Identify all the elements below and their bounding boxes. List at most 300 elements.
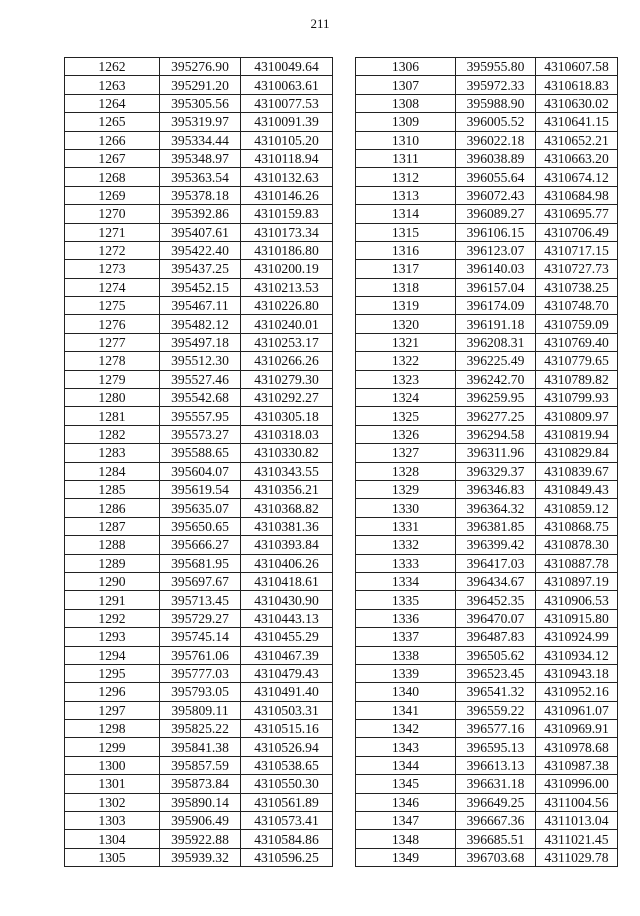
point-number-cell: 1298 [65, 720, 160, 738]
point-number-cell: 1347 [356, 812, 456, 830]
point-number-cell: 1281 [65, 407, 160, 425]
table-row [65, 701, 333, 719]
y-coordinate-cell: 4310240.01 [241, 315, 333, 333]
x-coordinate-cell: 395635.07 [160, 499, 241, 517]
y-coordinate-cell: 4310091.39 [241, 113, 333, 131]
point-number-cell: 1304 [65, 830, 160, 848]
x-coordinate-cell: 396595.13 [456, 738, 536, 756]
x-coordinate-cell: 396577.16 [456, 720, 536, 738]
x-coordinate-cell: 396649.25 [456, 793, 536, 811]
table-row [65, 609, 333, 627]
table-row [65, 517, 333, 535]
table-row [356, 499, 618, 517]
x-coordinate-cell: 395422.40 [160, 241, 241, 259]
y-coordinate-cell: 4310479.43 [241, 664, 333, 682]
point-number-cell: 1345 [356, 775, 456, 793]
y-coordinate-cell: 4310897.19 [536, 572, 618, 590]
table-row [65, 370, 333, 388]
coordinates-table-left [64, 57, 333, 867]
table-row [356, 186, 618, 204]
table-row [356, 315, 618, 333]
y-coordinate-cell: 4310915.80 [536, 609, 618, 627]
table-row [65, 554, 333, 572]
point-number-cell: 1346 [356, 793, 456, 811]
y-coordinate-cell: 4310924.99 [536, 628, 618, 646]
point-number-cell: 1267 [65, 149, 160, 167]
y-coordinate-cell: 4310491.40 [241, 683, 333, 701]
table-row [65, 260, 333, 278]
y-coordinate-cell: 4310305.18 [241, 407, 333, 425]
y-coordinate-cell: 4310253.17 [241, 333, 333, 351]
point-number-cell: 1329 [356, 480, 456, 498]
point-number-cell: 1293 [65, 628, 160, 646]
y-coordinate-cell: 4310738.25 [536, 278, 618, 296]
table-row [356, 848, 618, 866]
point-number-cell: 1288 [65, 536, 160, 554]
y-coordinate-cell: 4310538.65 [241, 756, 333, 774]
x-coordinate-cell: 395922.88 [160, 830, 241, 848]
y-coordinate-cell: 4310607.58 [536, 58, 618, 76]
y-coordinate-cell: 4310663.20 [536, 149, 618, 167]
point-number-cell: 1284 [65, 462, 160, 480]
point-number-cell: 1318 [356, 278, 456, 296]
point-number-cell: 1317 [356, 260, 456, 278]
x-coordinate-cell: 396541.32 [456, 683, 536, 701]
point-number-cell: 1263 [65, 76, 160, 94]
point-number-cell: 1311 [356, 149, 456, 167]
point-number-cell: 1275 [65, 297, 160, 315]
table-row [65, 94, 333, 112]
y-coordinate-cell: 4310063.61 [241, 76, 333, 94]
point-number-cell: 1265 [65, 113, 160, 131]
table-row [65, 333, 333, 351]
table-row [356, 241, 618, 259]
point-number-cell: 1264 [65, 94, 160, 112]
y-coordinate-cell: 4310887.78 [536, 554, 618, 572]
x-coordinate-cell: 396294.58 [456, 425, 536, 443]
table-row [356, 720, 618, 738]
x-coordinate-cell: 396191.18 [456, 315, 536, 333]
y-coordinate-cell: 4310132.63 [241, 168, 333, 186]
x-coordinate-cell: 395378.18 [160, 186, 241, 204]
x-coordinate-cell: 396487.83 [456, 628, 536, 646]
point-number-cell: 1287 [65, 517, 160, 535]
table-row [65, 149, 333, 167]
table-row [65, 738, 333, 756]
table-row [356, 131, 618, 149]
point-number-cell: 1286 [65, 499, 160, 517]
x-coordinate-cell: 396259.95 [456, 389, 536, 407]
y-coordinate-cell: 4310550.30 [241, 775, 333, 793]
y-coordinate-cell: 4310443.13 [241, 609, 333, 627]
point-number-cell: 1340 [356, 683, 456, 701]
table-row [65, 775, 333, 793]
table-row [65, 168, 333, 186]
y-coordinate-cell: 4310561.89 [241, 793, 333, 811]
point-number-cell: 1324 [356, 389, 456, 407]
x-coordinate-cell: 395291.20 [160, 76, 241, 94]
y-coordinate-cell: 4310368.82 [241, 499, 333, 517]
table-row [65, 76, 333, 94]
point-number-cell: 1319 [356, 297, 456, 315]
x-coordinate-cell: 395825.22 [160, 720, 241, 738]
y-coordinate-cell: 4310503.31 [241, 701, 333, 719]
y-coordinate-cell: 4310849.43 [536, 480, 618, 498]
y-coordinate-cell: 4310584.86 [241, 830, 333, 848]
table-row [65, 830, 333, 848]
point-number-cell: 1271 [65, 223, 160, 241]
point-number-cell: 1274 [65, 278, 160, 296]
point-number-cell: 1270 [65, 205, 160, 223]
x-coordinate-cell: 395542.68 [160, 389, 241, 407]
point-number-cell: 1338 [356, 646, 456, 664]
y-coordinate-cell: 4311029.78 [536, 848, 618, 866]
table-row [356, 517, 618, 535]
table-row [65, 756, 333, 774]
point-number-cell: 1302 [65, 793, 160, 811]
y-coordinate-cell: 4310455.29 [241, 628, 333, 646]
point-number-cell: 1321 [356, 333, 456, 351]
table-row [65, 683, 333, 701]
x-coordinate-cell: 395334.44 [160, 131, 241, 149]
point-number-cell: 1276 [65, 315, 160, 333]
table-row [356, 205, 618, 223]
point-number-cell: 1343 [356, 738, 456, 756]
y-coordinate-cell: 4310878.30 [536, 536, 618, 554]
y-coordinate-cell: 4310934.12 [536, 646, 618, 664]
table-row [356, 278, 618, 296]
y-coordinate-cell: 4311013.04 [536, 812, 618, 830]
x-coordinate-cell: 396434.67 [456, 572, 536, 590]
point-number-cell: 1297 [65, 701, 160, 719]
point-number-cell: 1294 [65, 646, 160, 664]
point-number-cell: 1314 [356, 205, 456, 223]
point-number-cell: 1283 [65, 444, 160, 462]
point-number-cell: 1326 [356, 425, 456, 443]
point-number-cell: 1273 [65, 260, 160, 278]
point-number-cell: 1307 [356, 76, 456, 94]
y-coordinate-cell: 4310213.53 [241, 278, 333, 296]
x-coordinate-cell: 395761.06 [160, 646, 241, 664]
point-number-cell: 1330 [356, 499, 456, 517]
y-coordinate-cell: 4310859.12 [536, 499, 618, 517]
x-coordinate-cell: 395573.27 [160, 425, 241, 443]
y-coordinate-cell: 4310049.64 [241, 58, 333, 76]
table-row [65, 664, 333, 682]
table-row [356, 664, 618, 682]
x-coordinate-cell: 396225.49 [456, 352, 536, 370]
y-coordinate-cell: 4310573.41 [241, 812, 333, 830]
y-coordinate-cell: 4310868.75 [536, 517, 618, 535]
table-row [65, 425, 333, 443]
y-coordinate-cell: 4310515.16 [241, 720, 333, 738]
y-coordinate-cell: 4310779.65 [536, 352, 618, 370]
point-number-cell: 1335 [356, 591, 456, 609]
x-coordinate-cell: 395467.11 [160, 297, 241, 315]
table-row [65, 536, 333, 554]
x-coordinate-cell: 396329.37 [456, 462, 536, 480]
point-number-cell: 1272 [65, 241, 160, 259]
table-row [356, 812, 618, 830]
x-coordinate-cell: 396452.35 [456, 591, 536, 609]
y-coordinate-cell: 4310118.94 [241, 149, 333, 167]
x-coordinate-cell: 396089.27 [456, 205, 536, 223]
x-coordinate-cell: 395666.27 [160, 536, 241, 554]
x-coordinate-cell: 395650.65 [160, 517, 241, 535]
table-row [356, 554, 618, 572]
x-coordinate-cell: 396364.32 [456, 499, 536, 517]
y-coordinate-cell: 4310630.02 [536, 94, 618, 112]
point-number-cell: 1305 [65, 848, 160, 866]
x-coordinate-cell: 396038.89 [456, 149, 536, 167]
x-coordinate-cell: 395841.38 [160, 738, 241, 756]
x-coordinate-cell: 395319.97 [160, 113, 241, 131]
y-coordinate-cell: 4310526.94 [241, 738, 333, 756]
x-coordinate-cell: 396470.07 [456, 609, 536, 627]
table-row [356, 352, 618, 370]
table-row [65, 352, 333, 370]
point-number-cell: 1308 [356, 94, 456, 112]
y-coordinate-cell: 4310748.70 [536, 297, 618, 315]
x-coordinate-cell: 396277.25 [456, 407, 536, 425]
x-coordinate-cell: 396123.07 [456, 241, 536, 259]
y-coordinate-cell: 4310418.61 [241, 572, 333, 590]
point-number-cell: 1316 [356, 241, 456, 259]
y-coordinate-cell: 4310961.07 [536, 701, 618, 719]
x-coordinate-cell: 395482.12 [160, 315, 241, 333]
x-coordinate-cell: 395497.18 [160, 333, 241, 351]
y-coordinate-cell: 4311004.56 [536, 793, 618, 811]
point-number-cell: 1277 [65, 333, 160, 351]
point-number-cell: 1315 [356, 223, 456, 241]
x-coordinate-cell: 395713.45 [160, 591, 241, 609]
point-number-cell: 1312 [356, 168, 456, 186]
y-coordinate-cell: 4310695.77 [536, 205, 618, 223]
y-coordinate-cell: 4310406.26 [241, 554, 333, 572]
point-number-cell: 1301 [65, 775, 160, 793]
x-coordinate-cell: 396242.70 [456, 370, 536, 388]
table-row [65, 462, 333, 480]
point-number-cell: 1342 [356, 720, 456, 738]
x-coordinate-cell: 395681.95 [160, 554, 241, 572]
table-row [65, 646, 333, 664]
point-number-cell: 1349 [356, 848, 456, 866]
y-coordinate-cell: 4310200.19 [241, 260, 333, 278]
table-row [65, 223, 333, 241]
table-row [356, 775, 618, 793]
table-row [356, 58, 618, 76]
x-coordinate-cell: 396667.36 [456, 812, 536, 830]
table-body [65, 58, 333, 867]
table-row [65, 186, 333, 204]
x-coordinate-cell: 395392.86 [160, 205, 241, 223]
y-coordinate-cell: 4310652.21 [536, 131, 618, 149]
y-coordinate-cell: 4310343.55 [241, 462, 333, 480]
point-number-cell: 1341 [356, 701, 456, 719]
y-coordinate-cell: 4310819.94 [536, 425, 618, 443]
y-coordinate-cell: 4310987.38 [536, 756, 618, 774]
point-number-cell: 1337 [356, 628, 456, 646]
table-row [356, 572, 618, 590]
y-coordinate-cell: 4311021.45 [536, 830, 618, 848]
x-coordinate-cell: 395793.05 [160, 683, 241, 701]
y-coordinate-cell: 4310381.36 [241, 517, 333, 535]
table-row [65, 848, 333, 866]
y-coordinate-cell: 4310173.34 [241, 223, 333, 241]
y-coordinate-cell: 4310292.27 [241, 389, 333, 407]
table-row [65, 499, 333, 517]
table-row [356, 756, 618, 774]
y-coordinate-cell: 4310809.97 [536, 407, 618, 425]
table-row [356, 683, 618, 701]
y-coordinate-cell: 4310839.67 [536, 462, 618, 480]
table-row [356, 462, 618, 480]
x-coordinate-cell: 396022.18 [456, 131, 536, 149]
point-number-cell: 1328 [356, 462, 456, 480]
x-coordinate-cell: 396157.04 [456, 278, 536, 296]
x-coordinate-cell: 396381.85 [456, 517, 536, 535]
x-coordinate-cell: 395890.14 [160, 793, 241, 811]
point-number-cell: 1331 [356, 517, 456, 535]
table-row [356, 389, 618, 407]
x-coordinate-cell: 396055.64 [456, 168, 536, 186]
y-coordinate-cell: 4310759.09 [536, 315, 618, 333]
table-row [65, 480, 333, 498]
x-coordinate-cell: 395697.67 [160, 572, 241, 590]
point-number-cell: 1310 [356, 131, 456, 149]
table-row [356, 260, 618, 278]
table-row [65, 793, 333, 811]
y-coordinate-cell: 4310978.68 [536, 738, 618, 756]
table-row [356, 830, 618, 848]
x-coordinate-cell: 395527.46 [160, 370, 241, 388]
x-coordinate-cell: 395588.65 [160, 444, 241, 462]
x-coordinate-cell: 395873.84 [160, 775, 241, 793]
y-coordinate-cell: 4310279.30 [241, 370, 333, 388]
x-coordinate-cell: 396559.22 [456, 701, 536, 719]
x-coordinate-cell: 395348.97 [160, 149, 241, 167]
y-coordinate-cell: 4310159.83 [241, 205, 333, 223]
x-coordinate-cell: 395939.32 [160, 848, 241, 866]
point-number-cell: 1348 [356, 830, 456, 848]
point-number-cell: 1303 [65, 812, 160, 830]
x-coordinate-cell: 395955.80 [456, 58, 536, 76]
y-coordinate-cell: 4310330.82 [241, 444, 333, 462]
y-coordinate-cell: 4310077.53 [241, 94, 333, 112]
x-coordinate-cell: 396505.62 [456, 646, 536, 664]
table-row [356, 701, 618, 719]
table-row [65, 278, 333, 296]
x-coordinate-cell: 395857.59 [160, 756, 241, 774]
y-coordinate-cell: 4310952.16 [536, 683, 618, 701]
table-row [65, 131, 333, 149]
table-row [65, 407, 333, 425]
x-coordinate-cell: 395407.61 [160, 223, 241, 241]
x-coordinate-cell: 396311.96 [456, 444, 536, 462]
x-coordinate-cell: 395906.49 [160, 812, 241, 830]
x-coordinate-cell: 396703.68 [456, 848, 536, 866]
point-number-cell: 1291 [65, 591, 160, 609]
table-row [356, 480, 618, 498]
table-row [65, 297, 333, 315]
x-coordinate-cell: 396106.15 [456, 223, 536, 241]
point-number-cell: 1290 [65, 572, 160, 590]
x-coordinate-cell: 396072.43 [456, 186, 536, 204]
table-row [356, 168, 618, 186]
table-row [356, 591, 618, 609]
table-row [65, 572, 333, 590]
table-row [65, 389, 333, 407]
x-coordinate-cell: 396346.83 [456, 480, 536, 498]
table-row [356, 370, 618, 388]
table-row [356, 609, 618, 627]
y-coordinate-cell: 4310430.90 [241, 591, 333, 609]
y-coordinate-cell: 4310829.84 [536, 444, 618, 462]
y-coordinate-cell: 4310906.53 [536, 591, 618, 609]
x-coordinate-cell: 396613.13 [456, 756, 536, 774]
table-row [65, 628, 333, 646]
table-row [356, 76, 618, 94]
x-coordinate-cell: 395363.54 [160, 168, 241, 186]
y-coordinate-cell: 4310186.80 [241, 241, 333, 259]
table-row [356, 113, 618, 131]
x-coordinate-cell: 395276.90 [160, 58, 241, 76]
y-coordinate-cell: 4310618.83 [536, 76, 618, 94]
point-number-cell: 1309 [356, 113, 456, 131]
table-row [65, 113, 333, 131]
x-coordinate-cell: 395809.11 [160, 701, 241, 719]
y-coordinate-cell: 4310969.91 [536, 720, 618, 738]
table-row [356, 793, 618, 811]
x-coordinate-cell: 395745.14 [160, 628, 241, 646]
y-coordinate-cell: 4310356.21 [241, 480, 333, 498]
x-coordinate-cell: 395604.07 [160, 462, 241, 480]
point-number-cell: 1333 [356, 554, 456, 572]
point-number-cell: 1285 [65, 480, 160, 498]
x-coordinate-cell: 395619.54 [160, 480, 241, 498]
table-row [65, 444, 333, 462]
table-row [65, 205, 333, 223]
y-coordinate-cell: 4310789.82 [536, 370, 618, 388]
table-row [65, 241, 333, 259]
point-number-cell: 1269 [65, 186, 160, 204]
point-number-cell: 1278 [65, 352, 160, 370]
point-number-cell: 1279 [65, 370, 160, 388]
point-number-cell: 1313 [356, 186, 456, 204]
x-coordinate-cell: 396523.45 [456, 664, 536, 682]
point-number-cell: 1280 [65, 389, 160, 407]
x-coordinate-cell: 395729.27 [160, 609, 241, 627]
y-coordinate-cell: 4310393.84 [241, 536, 333, 554]
point-number-cell: 1327 [356, 444, 456, 462]
table-row [356, 333, 618, 351]
y-coordinate-cell: 4310266.26 [241, 352, 333, 370]
point-number-cell: 1282 [65, 425, 160, 443]
x-coordinate-cell: 395777.03 [160, 664, 241, 682]
point-number-cell: 1336 [356, 609, 456, 627]
y-coordinate-cell: 4310674.12 [536, 168, 618, 186]
y-coordinate-cell: 4310799.93 [536, 389, 618, 407]
x-coordinate-cell: 396174.09 [456, 297, 536, 315]
point-number-cell: 1339 [356, 664, 456, 682]
y-coordinate-cell: 4310146.26 [241, 186, 333, 204]
point-number-cell: 1266 [65, 131, 160, 149]
y-coordinate-cell: 4310318.03 [241, 425, 333, 443]
y-coordinate-cell: 4310706.49 [536, 223, 618, 241]
point-number-cell: 1344 [356, 756, 456, 774]
point-number-cell: 1306 [356, 58, 456, 76]
point-number-cell: 1296 [65, 683, 160, 701]
